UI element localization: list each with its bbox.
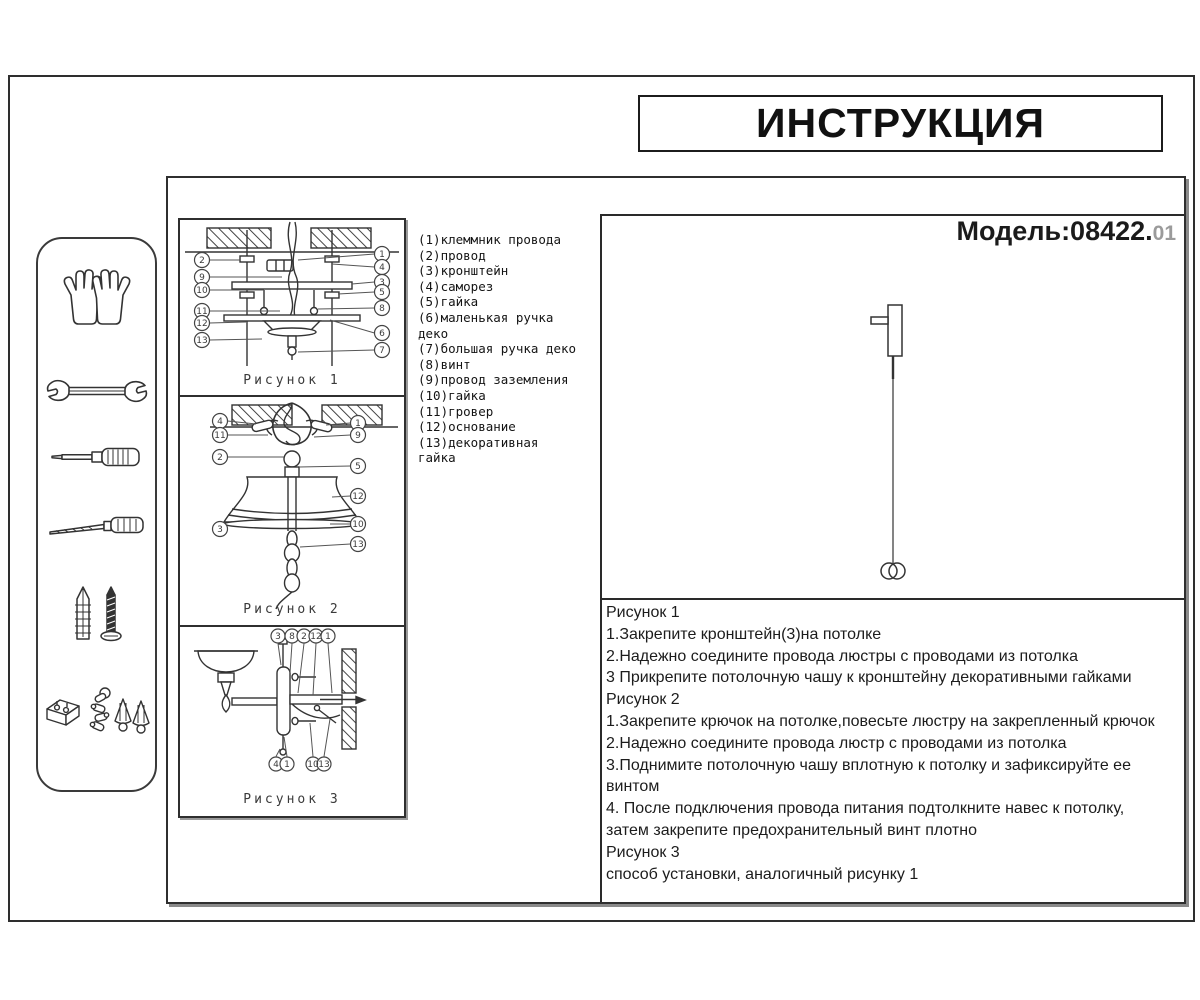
- parts-list-item: (11)гровер: [418, 403, 494, 419]
- callout-number: 3: [275, 632, 281, 642]
- model-number-suffix: 01: [1152, 222, 1176, 245]
- parts-list-item: (3)кронштейн: [418, 263, 509, 279]
- callout-number: 6: [379, 329, 385, 339]
- callout-number: 3: [217, 525, 223, 535]
- callout-number: 5: [379, 288, 385, 298]
- parts-list-item: (5)гайка: [418, 294, 479, 310]
- figures-panel: [178, 218, 406, 818]
- callout-number: 1: [379, 250, 385, 260]
- figure-2-drawing: [180, 397, 404, 625]
- model-text: [957, 216, 1176, 247]
- callout-number: 2: [301, 632, 307, 642]
- callout-number: 2: [199, 256, 205, 266]
- instruction-line: 3 Прикрепите потолочную чашу к кронштейну декоративными гайками: [606, 669, 1132, 687]
- callout-number: 10: [352, 520, 364, 530]
- instruction-line: Рисунок 2: [606, 691, 680, 709]
- figure-1-drawing: [180, 220, 404, 395]
- screwdriver-icon: [38, 444, 155, 470]
- callout-number: 11: [196, 307, 208, 317]
- callout-number: 13: [318, 760, 330, 770]
- callout-number: 12: [310, 632, 322, 642]
- callout-number: 4: [379, 263, 385, 273]
- parts-list: [418, 232, 583, 466]
- parts-list-item: (9)провод заземления: [418, 372, 569, 388]
- figure-3-label: Рисунок 3: [243, 792, 341, 807]
- pendant-lamp-drawing: [868, 291, 928, 596]
- parts-list-item: (6)маленькая ручка деко: [418, 309, 554, 341]
- gloves-icon: [38, 265, 155, 337]
- instruction-line: Рисунок 1: [606, 604, 680, 621]
- callout-number: 8: [289, 632, 295, 642]
- callout-number: 12: [196, 319, 208, 329]
- parts-list-item: (10)гайка: [418, 387, 486, 403]
- figure-1-cell: [180, 220, 404, 395]
- instruction-line: затем закрепите предохранительный винт плотно: [606, 821, 977, 839]
- wrench-icon: [38, 377, 155, 405]
- callout-number: 8: [379, 304, 385, 314]
- parts-list-item: (2)провод: [418, 247, 486, 263]
- parts-list-item: (1)клеммник провода: [418, 232, 561, 247]
- title-box: [638, 95, 1163, 152]
- callout-number: 12: [352, 492, 364, 502]
- figure-2-label: Рисунок 2: [243, 602, 341, 617]
- parts-list-item: (13)декоративная гайка: [418, 434, 539, 466]
- callout-number: 2: [217, 453, 223, 463]
- parts-list-item: (4)саморез: [418, 278, 494, 294]
- callout-number: 9: [199, 273, 205, 283]
- callout-number: 9: [355, 431, 361, 441]
- dowel-screw-icon: [38, 583, 155, 649]
- instruction-line: 3.Поднимите потолочную чашу вплотную к потолку и зафиксируйте ее: [606, 756, 1131, 774]
- callout-number: 13: [352, 540, 364, 550]
- callout-number: 5: [355, 462, 361, 472]
- parts-list-item: (7)большая ручка деко: [418, 341, 577, 357]
- callout-number: 13: [196, 336, 208, 346]
- divider-vertical: [600, 214, 602, 902]
- tools-panel: [36, 237, 157, 792]
- divider-middle: [602, 598, 1184, 600]
- fasteners-icon: [38, 685, 155, 739]
- callout-number: 7: [379, 346, 385, 356]
- content-box: [166, 176, 1186, 904]
- callout-number: 10: [307, 760, 319, 770]
- figure-1-label: Рисунок 1: [243, 373, 341, 388]
- instruction-line: 2.Надежно соедините провода люстр с проводами из потолка: [606, 734, 1067, 752]
- figure-2-cell: [180, 395, 404, 625]
- instruction-line: 4. После подключения провода питания подтолкните навес к потолку,: [606, 800, 1125, 818]
- page-title: ИНСТРУКЦИЯ: [756, 100, 1045, 146]
- instruction-line: способ установки, аналогичный рисунку 1: [606, 865, 919, 883]
- instructions-block: [606, 602, 1178, 885]
- parts-list-item: (12)основание: [418, 419, 516, 435]
- instruction-line: Рисунок 3: [606, 843, 680, 861]
- callout-number: 4: [217, 417, 223, 427]
- callout-number: 3: [379, 278, 385, 288]
- instruction-line: винтом: [606, 778, 660, 796]
- figure-3-drawing: [180, 627, 404, 816]
- callout-number: 1: [355, 419, 361, 429]
- callout-number: 1: [325, 632, 331, 642]
- awl-icon: [38, 509, 155, 541]
- callout-number: 1: [284, 760, 290, 770]
- instruction-line: 2.Надежно соедините провода люстры с проводами из потолка: [606, 647, 1079, 665]
- parts-list-item: (8)винт: [418, 356, 471, 372]
- callout-number: 10: [196, 286, 208, 296]
- model-prefix: Модель:08422.: [956, 216, 1153, 246]
- figure-3-cell: [180, 625, 404, 816]
- instruction-line: 1.Закрепите крючок на потолке,повесьте люстру на закрепленный крючок: [606, 712, 1155, 730]
- instruction-line: 1.Закрепите кронштейн(3)на потолке: [606, 625, 882, 643]
- callout-number: 4: [273, 760, 279, 770]
- callout-number: 11: [214, 431, 226, 441]
